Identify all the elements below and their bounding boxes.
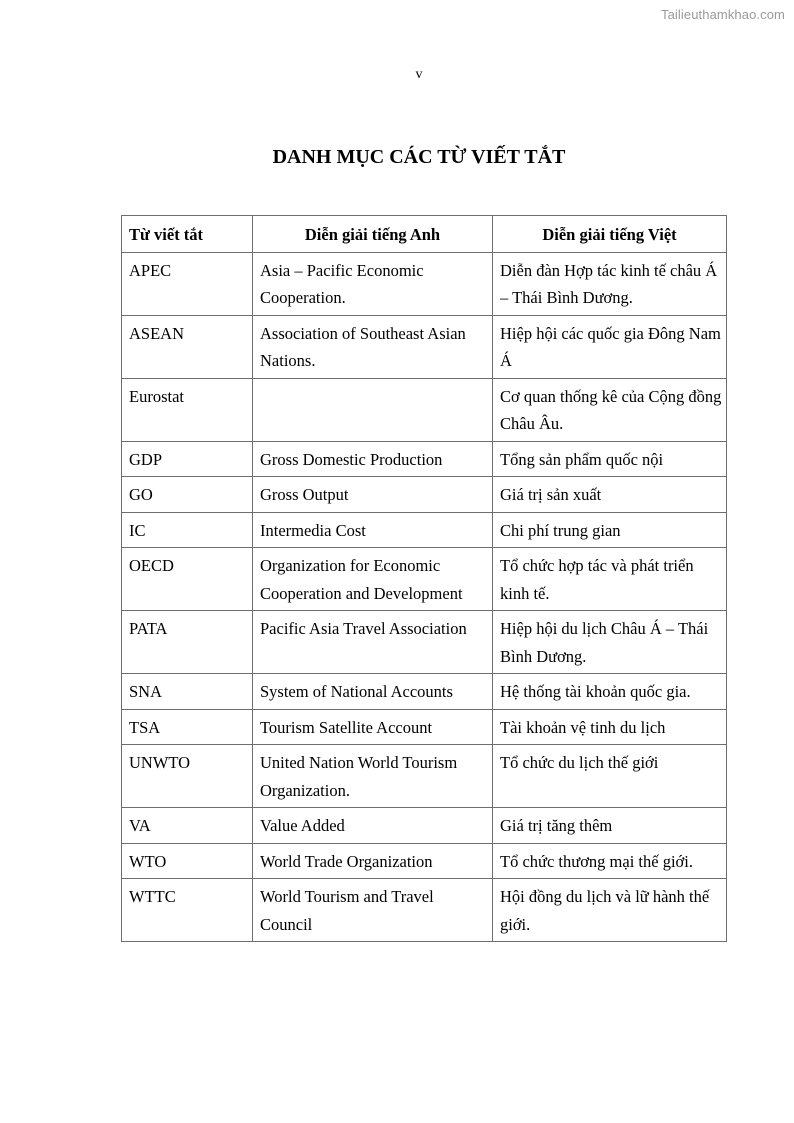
cell-abbreviation: Eurostat <box>122 378 253 441</box>
page-number: v <box>415 67 423 82</box>
cell-vietnamese: Hệ thống tài khoản quốc gia. <box>493 674 727 710</box>
cell-english <box>253 378 493 441</box>
cell-vietnamese: Tổ chức du lịch thế giới <box>493 745 727 808</box>
table-row <box>122 843 727 879</box>
table-row <box>122 808 727 844</box>
cell-english: Gross Domestic Production <box>253 441 493 477</box>
cell-english: System of National Accounts <box>253 674 493 710</box>
cell-english: Gross Output <box>253 477 493 513</box>
table-row <box>122 745 727 808</box>
table-row <box>122 674 727 710</box>
header-abbreviation: Từ viết tắt <box>122 216 253 253</box>
cell-abbreviation: GO <box>122 477 253 513</box>
cell-vietnamese: Cơ quan thống kê của Cộng đồng Châu Âu. <box>493 378 727 441</box>
cell-abbreviation: ASEAN <box>122 315 253 378</box>
cell-abbreviation: WTO <box>122 843 253 879</box>
cell-vietnamese: Hội đồng du lịch và lữ hành thế giới. <box>493 879 727 942</box>
table-row <box>122 315 727 378</box>
table-row <box>122 548 727 611</box>
table-row <box>122 879 727 942</box>
cell-vietnamese: Tài khoản vệ tinh du lịch <box>493 709 727 745</box>
cell-vietnamese: Hiệp hội du lịch Châu Á – Thái Bình Dương. <box>493 611 727 674</box>
watermark: Tailieuthamkhao.com <box>660 7 785 22</box>
cell-abbreviation: SNA <box>122 674 253 710</box>
cell-vietnamese: Giá trị sản xuất <box>493 477 727 513</box>
cell-english: Organization for Economic Cooperation and Development <box>253 548 493 611</box>
table-body <box>122 252 727 942</box>
cell-english: Association of Southeast Asian Nations. <box>253 315 493 378</box>
cell-vietnamese: Tổ chức thương mại thế giới. <box>493 843 727 879</box>
table-row <box>122 441 727 477</box>
page-title: DANH MỤC CÁC TỪ VIẾT TẮT <box>272 146 566 168</box>
abbreviation-table <box>121 215 727 942</box>
table-row <box>122 252 727 315</box>
cell-abbreviation: GDP <box>122 441 253 477</box>
table-row <box>122 709 727 745</box>
cell-english: Tourism Satellite Account <box>253 709 493 745</box>
cell-english: Value Added <box>253 808 493 844</box>
cell-abbreviation: OECD <box>122 548 253 611</box>
cell-vietnamese: Tổ chức hợp tác và phát triển kinh tế. <box>493 548 727 611</box>
cell-english: World Trade Organization <box>253 843 493 879</box>
cell-vietnamese: Giá trị tăng thêm <box>493 808 727 844</box>
cell-vietnamese: Tổng sản phẩm quốc nội <box>493 441 727 477</box>
cell-abbreviation: UNWTO <box>122 745 253 808</box>
cell-abbreviation: WTTC <box>122 879 253 942</box>
cell-vietnamese: Chi phí trung gian <box>493 512 727 548</box>
cell-abbreviation: APEC <box>122 252 253 315</box>
table-row <box>122 378 727 441</box>
cell-vietnamese: Diễn đàn Hợp tác kinh tế châu Á – Thái Bình Dương. <box>493 252 727 315</box>
table-row <box>122 512 727 548</box>
cell-vietnamese: Hiệp hội các quốc gia Đông Nam Á <box>493 315 727 378</box>
cell-abbreviation: TSA <box>122 709 253 745</box>
cell-english: United Nation World Tourism Organization. <box>253 745 493 808</box>
header-english: Diễn giải tiếng Anh <box>253 216 493 253</box>
table-row <box>122 477 727 513</box>
header-vietnamese: Diễn giải tiếng Việt <box>493 216 727 253</box>
cell-english: World Tourism and Travel Council <box>253 879 493 942</box>
cell-english: Asia – Pacific Economic Cooperation. <box>253 252 493 315</box>
cell-english: Intermedia Cost <box>253 512 493 548</box>
cell-english: Pacific Asia Travel Association <box>253 611 493 674</box>
cell-abbreviation: VA <box>122 808 253 844</box>
table-row <box>122 611 727 674</box>
table-header-row <box>122 216 727 253</box>
cell-abbreviation: PATA <box>122 611 253 674</box>
cell-abbreviation: IC <box>122 512 253 548</box>
